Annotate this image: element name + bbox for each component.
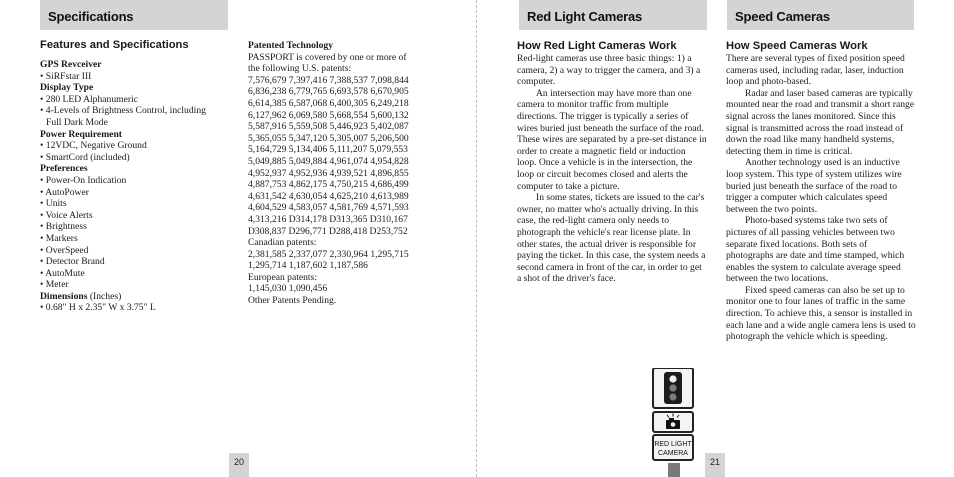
patent-line: 4,313,216 D314,178 D313,365 D310,167 — [248, 213, 408, 225]
spec-item: • AutoPower — [40, 187, 240, 199]
page-number-left: 20 — [229, 453, 249, 477]
red-light-body — [517, 53, 707, 285]
dimensions-label: Dimensions — [40, 290, 88, 302]
red-light-paragraph: In some states, tickets are issued to the car's owner, no matter who's actually driving. In this case, the red-light camera only needs to photograph the vehicle's rear license plate. In other states, the actual driver is responsible for paying the ticket. In this case, the system needs a second camera in front of the car, in order to get a shot of the driver's face. — [517, 192, 706, 285]
patent-line: European patents: — [248, 271, 317, 283]
patent-line: PASSPORT is covered by one or more of — [248, 51, 407, 63]
red-light-subhead: How Red Light Cameras Work — [517, 40, 677, 52]
spec-group-label: Display Type — [40, 82, 94, 94]
patent-line: 1,145,030 1,090,456 — [248, 283, 328, 295]
patent-line: Other Patents Pending. — [248, 295, 337, 307]
patent-line: 4,952,937 4,952,936 4,939,521 4,896,855 — [248, 167, 409, 179]
red-light-paragraph: An intersection may have more than one camera to monitor traffic from multiple directions. The trigger is typically a series of wires buried just beneath the surface of the road. These wires are separated by a pre-set distance in order to create a magnetic field or induction loop. Once a vehicle is in the intersection, the loop or circuit becomes closed and alerts the computer to take a picture. — [517, 87, 707, 192]
patent-line: 6,127,962 6,069,580 5,668,554 5,600,132 — [248, 109, 409, 121]
speed-paragraph: Photo-based systems take two sets of pictures of all passing vehicles between two separate fixed locations. Both sets of photographs are date and time stamped, which enables the system to calculate average speed between the two locations. — [726, 215, 905, 285]
traffic-light-lamp-middle — [669, 384, 676, 391]
speed-paragraph: There are several types of fixed position speed cameras used, including radar, laser, induction loop and photo-based. — [726, 53, 905, 88]
patent-line: 6,836,238 6,779,765 6,693,578 6,670,905 — [248, 86, 409, 98]
spec-group — [40, 59, 240, 82]
spec-item: • Voice Alerts — [40, 210, 240, 222]
spec-item: • SmartCord (included) — [40, 152, 240, 164]
red-light-column — [517, 39, 707, 285]
patent-line: 4,631,542 4,630,054 4,625,210 4,613,989 — [248, 190, 409, 202]
spec-item: • Markers — [40, 233, 240, 245]
patent-line: 5,365,055 5,347,120 5,305,007 5,206,500 — [248, 132, 409, 144]
patent-lines — [248, 52, 463, 307]
red-light-paragraph: Red-light cameras use three basic things: 1) a camera, 2) a way to trigger the camera, and 3) a computer. — [517, 53, 701, 88]
spec-item: • 4-Levels of Brightness Control, including — [40, 105, 240, 117]
spec-item: • Units — [40, 198, 240, 210]
spec-groups — [40, 59, 240, 291]
patent-line: 4,604,529 4,583,057 4,581,769 4,571,593 — [248, 202, 409, 214]
dimensions-unit: (Inches) — [89, 290, 122, 302]
patent-line: the following U.S. patents: — [248, 63, 352, 75]
speed-header-bar — [727, 0, 914, 30]
red-light-header-bar — [519, 0, 707, 30]
patent-line: Canadian patents: — [248, 237, 317, 249]
red-light-camera-sign-illustration — [650, 368, 696, 477]
speed-paragraph: Another technology used is an inductive loop system. This type of system utilizes wire buried just beneath the surface of the road to trigger a computer which calculates speed between the two points. — [726, 157, 902, 215]
patent-line: 5,049,885 5,049,884 4,961,074 4,954,828 — [248, 155, 409, 167]
patent-line: 1,295,714 1,187,602 1,187,586 — [248, 260, 368, 272]
page-number-right: 21 — [705, 453, 725, 477]
speed-subhead: How Speed Cameras Work — [726, 40, 868, 52]
specifications-header-bar — [40, 0, 228, 30]
spec-item: • 280 LED Alphanumeric — [40, 94, 240, 106]
spec-group-label: Power Requirement — [40, 128, 122, 140]
spec-item: • OverSpeed — [40, 245, 240, 257]
red-light-header: Red Light Cameras — [527, 9, 643, 24]
features-subhead: Features and Specifications — [40, 39, 189, 51]
spec-group — [40, 82, 240, 128]
spec-item: Full Dark Mode — [46, 116, 108, 128]
patent-line: 2,381,585 2,337,077 2,330,964 1,295,715 — [248, 248, 409, 260]
traffic-light-lamp-bottom — [669, 393, 676, 400]
spec-item: • Brightness — [40, 221, 240, 233]
patents-label: Patented Technology — [248, 40, 334, 51]
patents-column — [248, 40, 463, 307]
sign-text-line1: RED LIGHT — [654, 441, 692, 448]
sign-pole — [668, 463, 680, 477]
spec-group — [40, 129, 240, 164]
dimensions-value: • 0.68" H x 2.35" W x 3.75" L — [40, 302, 240, 314]
features-column — [40, 38, 240, 314]
dimensions-block — [40, 291, 240, 314]
right-page — [477, 0, 954, 477]
patent-line: 6,614,385 6,587,068 6,400,305 6,249,218 — [248, 97, 409, 109]
spec-item: • AutoMute — [40, 268, 240, 280]
speed-paragraph: Radar and laser based cameras are typically mounted near the road and transmit a short range signal across the lanes monitored. Since this signal is transmitted across the road instead of down the road like many handheld systems, detecting them in time is critical. — [726, 87, 915, 157]
spec-item: • Detector Brand — [40, 256, 240, 268]
spec-item: • 12VDC, Negative Ground — [40, 140, 240, 152]
patent-line: 5,164,729 5,134,406 5,111,207 5,079,553 — [248, 144, 408, 156]
traffic-light-lamp-top — [669, 375, 676, 382]
spec-item: • Meter — [40, 279, 240, 291]
patent-line: 5,587,916 5,559,508 5,446,923 5,402,087 — [248, 121, 409, 133]
spec-item: • SiRFstar III — [40, 71, 240, 83]
speed-body — [726, 53, 917, 343]
patent-line: D308,837 D296,771 D288,418 D253,752 — [248, 225, 408, 237]
patent-line: 4,887,753 4,862,175 4,750,215 4,686,499 — [248, 179, 409, 191]
camera-icon — [666, 414, 680, 430]
patent-line: 7,576,679 7,397,416 7,388,537 7,098,844 — [248, 74, 409, 86]
spec-group-label: Preferences — [40, 163, 88, 175]
sign-text-line2: CAMERA — [658, 450, 688, 457]
speed-column — [726, 39, 917, 343]
speed-paragraph: Fixed speed cameras can also be set up to monitor one to four lanes of traffic in the same direction. To achieve this, a sensor is installed in each lane and a wide angle camera lens is used to photograph the vehicle which is speeding. — [726, 284, 916, 343]
speed-header: Speed Cameras — [735, 9, 830, 24]
spec-item: • Power-On Indication — [40, 175, 240, 187]
spec-group — [40, 163, 240, 291]
specifications-header: Specifications — [48, 9, 134, 24]
spec-group-label: GPS Revceiver — [40, 59, 102, 70]
